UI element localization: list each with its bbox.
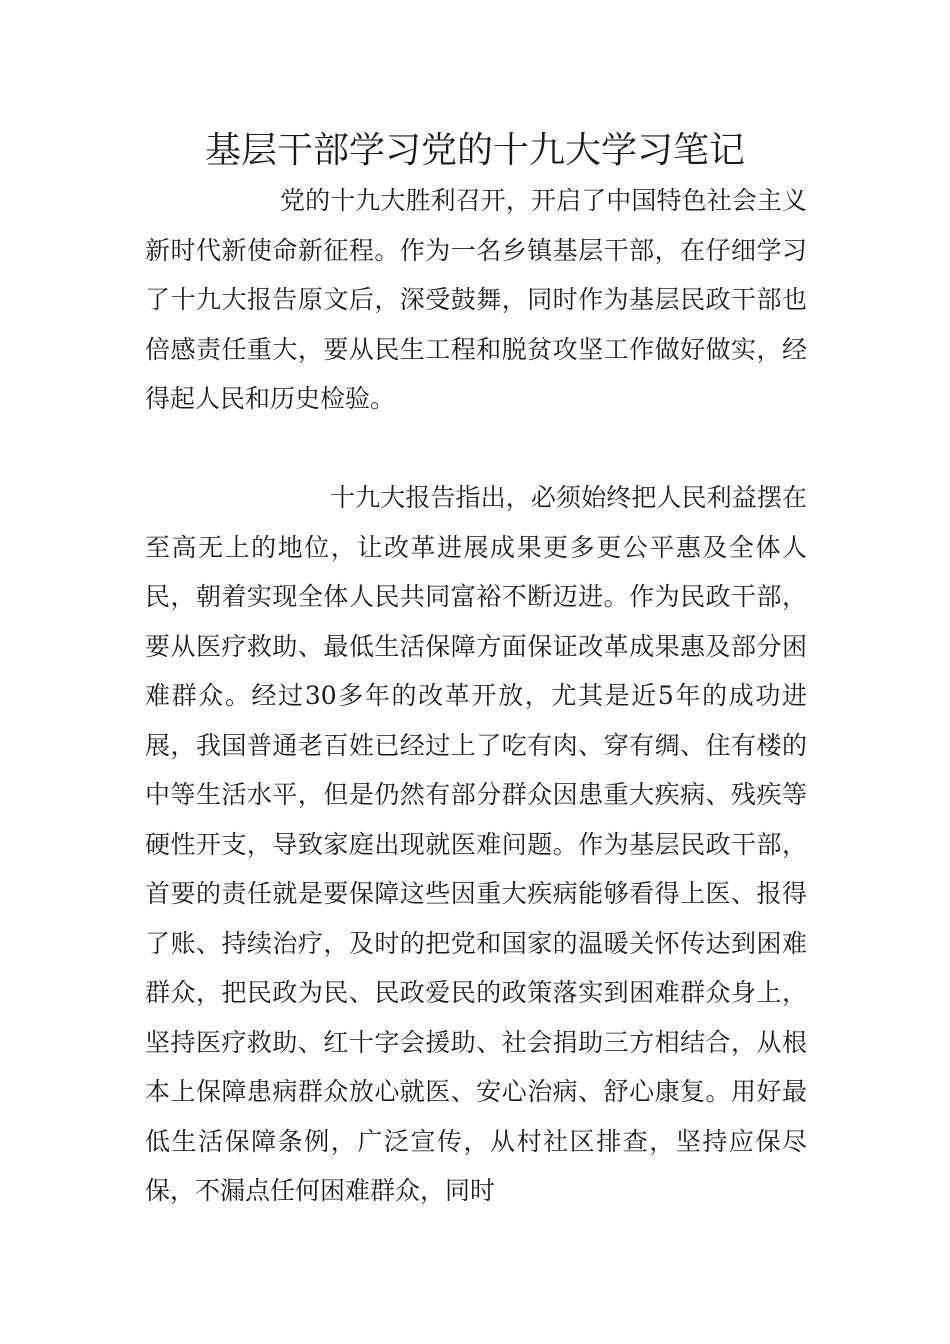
document-title: 基层干部学习党的十九大学习笔记 [204, 130, 745, 171]
paragraph-2: 十九大报告指出，必须始终把人民利益摆在至高无上的地位，让改革进展成果更多更公平惠及全体人民，朝着实现全体人民共同富裕不断迈进。作为民政干部，要从医疗救助、最低生活保障方面保证改革成果惠及部分困难群众。经过30多年的改革开放，尤其是近5年的成功进展，我国普通老百姓已经过上了吃有肉、穿有绸、住有楼的中等生活水平，但是仍然有部分群众因患重大疾病、残疾等硬性开支，导致家庭出现就医难问题。作为基层民政干部，首要的责任就是要保障这些因重大疾病能够看得上医、报得了账、持续治疗，及时的把党和国家的温暖关怀传达到困难群众，把民政为民、民政爱民的政策落实到困难群众身上，坚持医疗救助、红十字会援助、社会捐助三方相结合，从根本上保障患病群众放心就医、安心治病、舒心康复。用好最低生活保障条例，广泛宣传，从村社区排查，坚持应保尽保，不漏点任何困难群众，同时 [145, 483, 807, 1205]
paragraph-1: 党的十九大胜利召开，开启了中国特色社会主义新时代新使命新征程。作为一名乡镇基层干部，在仔细学习了十九大报告原文后，深受鼓舞，同时作为基层民政干部也倍感责任重大，要从民生工程和脱贫攻坚工作做好做实，经得起人民和历史检验。 [145, 186, 807, 413]
